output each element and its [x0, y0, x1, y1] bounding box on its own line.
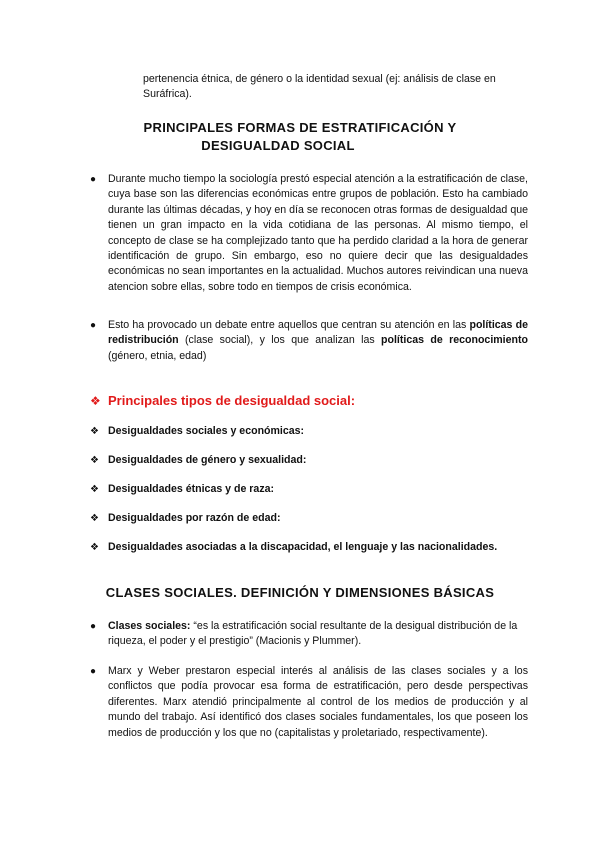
diamond-bullet-icon: ❖: [90, 513, 99, 524]
diamond-bullet-icon: ❖: [90, 542, 99, 553]
intro-paragraph: [143, 72, 525, 103]
bullet-dot-icon: ●: [90, 174, 97, 185]
marx-weber-text: Marx y Weber prestaron especial interés al análisis de las clases sociales y a los conflictos que podía provocar esa forma de estratificación, pero desde perspectivas diferentes. Marx atendió principalmente al control de los medios de producción y al mundo del trabajo. Así identificó dos clases sociales fundamentales, los que poseen los medios de producción y los que no (capitalistas y proletariado, respectivamente).: [108, 665, 528, 739]
tipo-item-text: Desigualdades asociadas a la discapacidad, el lenguaje y las nacionalidades.: [108, 541, 498, 553]
tipo-item: [90, 540, 497, 555]
clases-sociales-label: Clases sociales:: [108, 620, 191, 632]
tipo-item: [90, 482, 274, 497]
diamond-bullet-icon: ❖: [90, 426, 99, 437]
diamond-bullet-icon: ❖: [90, 484, 99, 495]
section-1-title-line-2: DESIGUALDAD SOCIAL: [201, 138, 355, 153]
intro-line-1: pertenencia étnica, de género o la identidad sexual (ej: análisis de clase en: [143, 73, 496, 85]
tipo-item-text: Desigualdades por razón de edad:: [108, 512, 281, 524]
tipo-item-text: Desigualdades de género y sexualidad:: [108, 454, 307, 466]
politicas-reconocimiento: políticas de reconocimiento: [381, 334, 528, 347]
clases-sociales-text: “es la estratificación social resultante de la desigual distribución de la riqueza, el poder y el prestigio” (Macionis y Plummer).: [108, 620, 518, 648]
tipo-item-text: Desigualdades sociales y económicas:: [108, 425, 305, 437]
bullet-2-text: [108, 318, 528, 364]
diamond-bullet-icon: ❖: [90, 394, 101, 408]
tipos-heading: [90, 392, 355, 410]
section-2-title: CLASES SOCIALES. DEFINICIÓN Y DIMENSIONES BÁSICAS: [105, 585, 495, 600]
politicas-redistribucion: políticas de redistribución: [108, 319, 529, 347]
bullet-2-part-2: (clase social), y los que analizan las: [178, 334, 382, 347]
section-1-title-line-1: PRINCIPALES FORMAS DE ESTRATIFICACIÓN Y: [143, 120, 457, 135]
diamond-bullet-icon: ❖: [90, 455, 99, 466]
clases-sociales-definition: [108, 619, 528, 650]
bullet-2-part-1: Esto ha provocado un debate entre aquellos que centran su atención en las: [108, 319, 470, 331]
bullet-dot-icon: ●: [90, 320, 97, 331]
tipo-item: [90, 453, 306, 468]
intro-line-2: Suráfrica).: [143, 88, 192, 101]
bullet-1-text: Durante mucho tiempo la sociología prestó especial atención a la estratificación de clase, cuya base son las diferencias económicas entre grupos de población. Esto ha cambiado durante las últimas décadas, y hoy en día se reconocen otras formas de desigualdad que tienen un gran impacto en la vida cotidiana de las personas. Al mismo tiempo, el concepto de clase se ha complejizado tanto que ha perdido claridad a la hora de generar identificación de grupo. Sin embargo, eso no quiere decir que las desigualdades económicas no sean importantes en la actualidad. Muchos autores reivindican una nueva atencion sobre ellas, sobre todo en tiempos de crisis económica.: [108, 173, 528, 293]
tipo-item: [90, 424, 304, 439]
bullet-2-part-3: (género, etnia, edad): [108, 349, 207, 362]
bullet-dot-icon: ●: [90, 666, 97, 677]
bullet-dot-icon: ●: [90, 621, 97, 632]
tipos-heading-text: Principales tipos de desigualdad social:: [108, 393, 356, 408]
tipo-item: [90, 511, 280, 526]
tipo-item-text: Desigualdades étnicas y de raza:: [108, 483, 275, 495]
